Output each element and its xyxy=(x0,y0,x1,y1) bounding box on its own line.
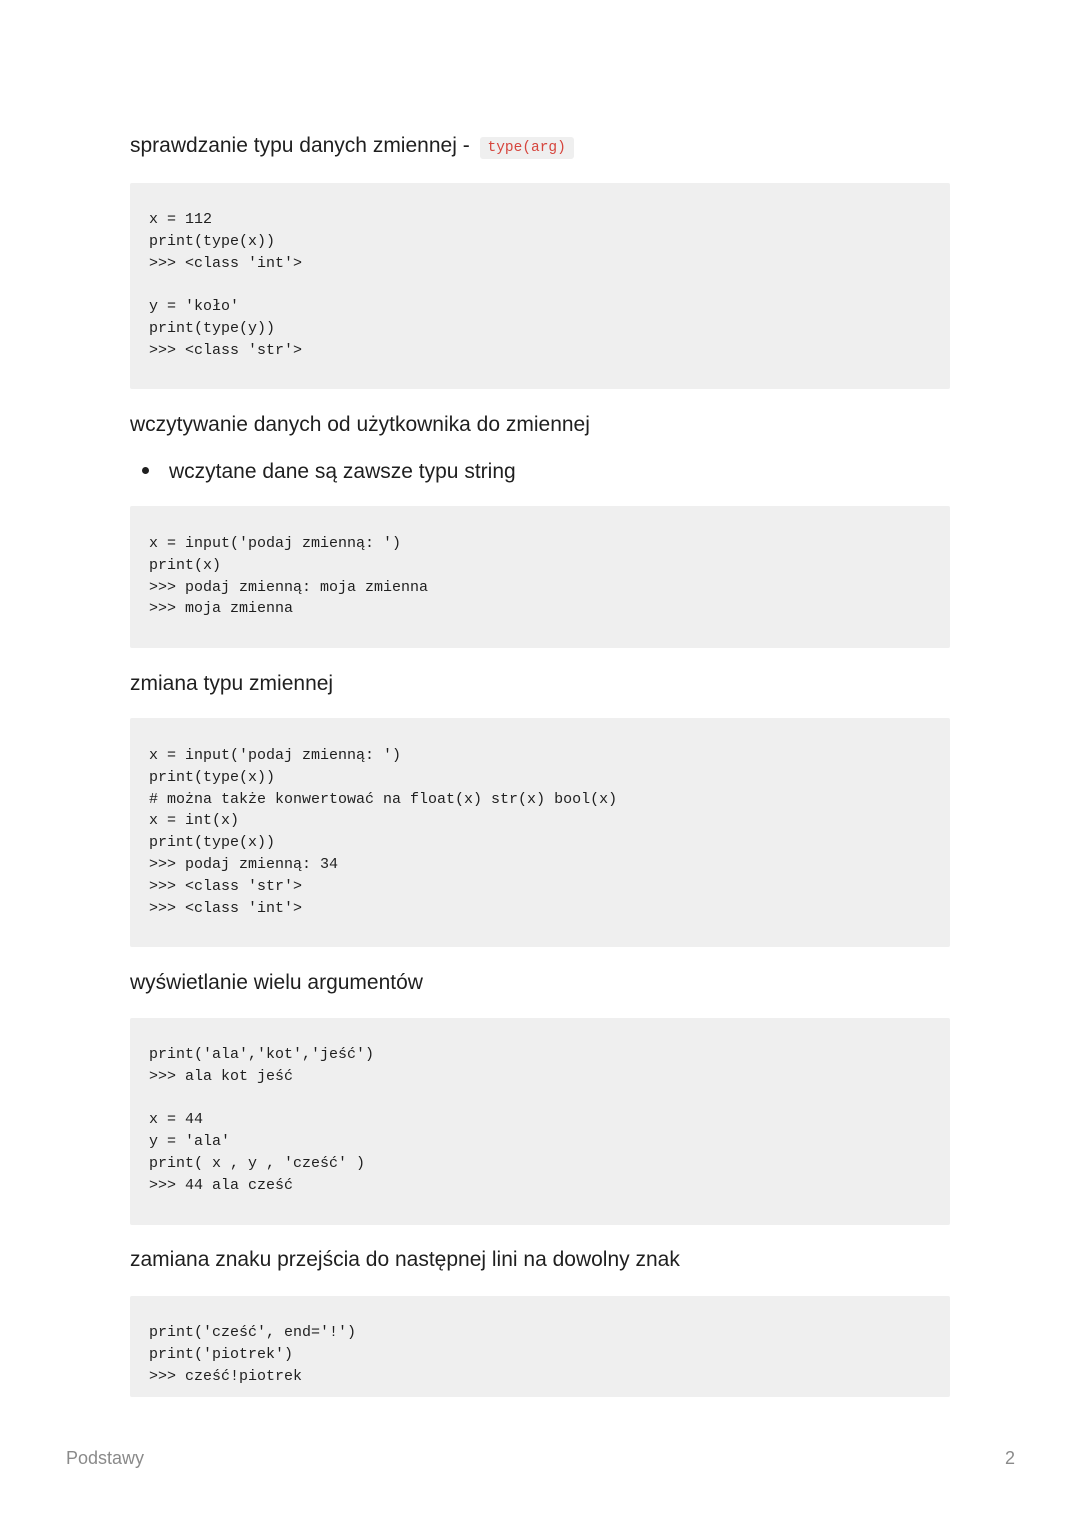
bullet-item xyxy=(142,458,516,486)
code-block-type-change: x = input('podaj zmienną: ') print(type(x)) # można także konwertować na float(x) str(x) bool(x) x = int(x) print(type(x)) >>> podaj zmienną: 34 >>> <class 'str'> >>> <class 'int'> xyxy=(130,718,950,947)
code-block-multi-args: print('ala','kot','jeść') >>> ala kot jeść x = 44 y = 'ala' print( x , y , 'cześć' ) >>> 44 ala cześć xyxy=(130,1018,950,1225)
code-block-type-check: x = 112 print(type(x)) >>> <class 'int'> y = 'koło' print(type(y)) >>> <class 'str'> xyxy=(130,183,950,389)
section-heading-input: wczytywanie danych od użytkownika do zmiennej xyxy=(130,413,590,436)
code-block-end-char: print('cześć', end='!') print('piotrek') >>> cześć!piotrek xyxy=(130,1296,950,1397)
footer-title: Podstawy xyxy=(66,1448,145,1468)
section-heading-type-change: zmiana typu zmiennej xyxy=(130,672,334,695)
bullet-dot-icon xyxy=(142,467,149,474)
code-block-input: x = input('podaj zmienną: ') print(x) >>> podaj zmienną: moja zmienna >>> moja zmienna xyxy=(130,506,950,648)
section-heading-multi-args: wyświetlanie wielu argumentów xyxy=(130,971,423,994)
section-heading-end-char: zamiana znaku przejścia do następnej lini na dowolny znak xyxy=(130,1248,680,1271)
bullet-text: wczytane dane są zawsze typu string xyxy=(169,460,516,483)
heading-text: sprawdzanie typu danych zmiennej - xyxy=(130,134,476,157)
section-heading-type-check xyxy=(130,132,574,162)
inline-code-type: type(arg) xyxy=(480,137,574,159)
page-number: 2 xyxy=(1004,1448,1015,1468)
